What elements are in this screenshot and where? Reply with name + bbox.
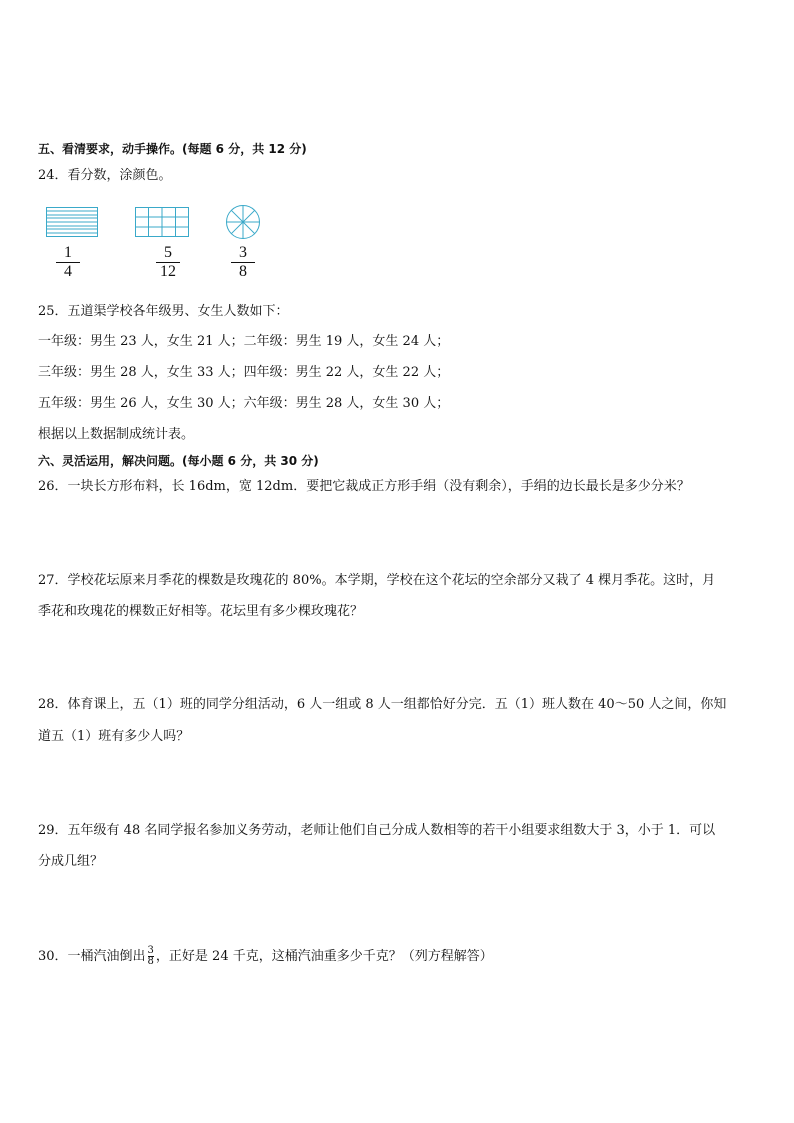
question-30 bbox=[38, 945, 493, 969]
question-24: 24．看分数，涂颜色。 bbox=[38, 168, 172, 183]
question-30-text-before: 30．一桶汽油倒出 bbox=[38, 949, 146, 964]
question-29-line-2: 分成几组？ bbox=[38, 854, 104, 869]
section-6-heading: 六、灵活运用，解决问题。(每小题 6 分，共 30 分) bbox=[38, 454, 319, 468]
circle-eighths-figure bbox=[225, 204, 261, 240]
question-29-line-1: 29．五年级有 48 名同学报名参加义务劳动，老师让他们自己分成人数相等的若干小组要求组数大于 3，小于 1．可以 bbox=[38, 823, 716, 838]
question-25-outro: 根据以上数据制成统计表。 bbox=[38, 427, 195, 442]
question-28-line-1: 28．体育课上，五（1）班的同学分组活动，6 人一组或 8 人一组都恰好分完．五（1）班人数在 40～50 人之间，你知 bbox=[38, 697, 727, 712]
fraction-three-eighths: 3 8 bbox=[223, 244, 263, 281]
question-25-line-1: 一年级：男生 23 人，女生 21 人；二年级：男生 19 人，女生 24 人； bbox=[38, 334, 450, 349]
rectangle-twelfths-figure bbox=[135, 207, 189, 237]
question-28-line-2: 道五（1）班有多少人吗？ bbox=[38, 729, 190, 744]
question-25-line-3: 五年级：男生 26 人，女生 30 人；六年级：男生 28 人，女生 30 人； bbox=[38, 396, 450, 411]
section-5-heading: 五、看清要求，动手操作。(每题 6 分，共 12 分) bbox=[38, 142, 307, 156]
question-27-line-1: 27．学校花坛原来月季花的棵数是玫瑰花的 80%。本学期，学校在这个花坛的空余部分又栽了 4 棵月季花。这时，月 bbox=[38, 573, 716, 588]
fraction-five-twelfths: 5 12 bbox=[148, 244, 188, 281]
question-25-line-2: 三年级：男生 28 人，女生 33 人；四年级：男生 22 人，女生 22 人； bbox=[38, 365, 450, 380]
question-26: 26．一块长方形布料，长 16dm，宽 12dm．要把它裁成正方形手绢（没有剩余），手绢的边长最长是多少分米？ bbox=[38, 479, 690, 494]
question-30-text-after: ，正好是 24 千克，这桶汽油重多少千克？（列方程解答） bbox=[155, 949, 493, 964]
question-27-line-2: 季花和玫瑰花的棵数正好相等。花坛里有多少棵玫瑰花？ bbox=[38, 604, 364, 619]
question-25-intro: 25．五道渠学校各年级男、女生人数如下： bbox=[38, 304, 289, 319]
rectangle-quarters-figure bbox=[46, 207, 98, 237]
question-30-fraction: $\frac{3}{8}$ bbox=[147, 945, 154, 967]
fraction-one-quarter: 1 4 bbox=[48, 244, 88, 281]
